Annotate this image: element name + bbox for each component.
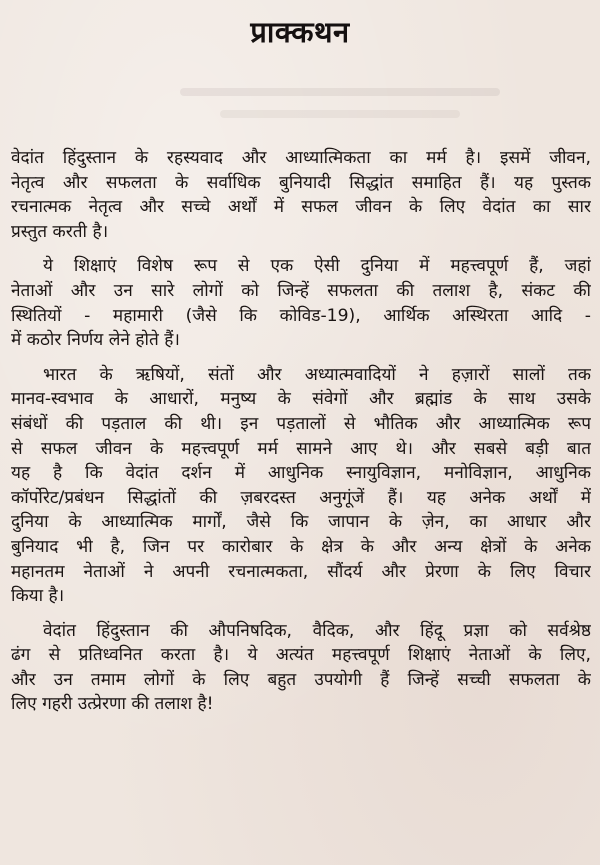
- foreword-body: [11, 146, 591, 727]
- text-line: ये शिक्षाएं विशेष रूप से एक ऐसी दुनिया में महत्त्वपूर्ण हैं, जहां: [43, 256, 591, 277]
- paragraph-3: [11, 363, 591, 609]
- show-through-texture: [160, 82, 520, 149]
- text-line: और उन तमाम लोगों के लिए बहुत उपयोगी हैं जिन्हें सच्ची सफलता के: [11, 669, 591, 690]
- text-line: नेतृत्व और सफलता के सर्वाधिक बुनियादी सिद्धांत समाहित हैं। यह पुस्तक: [11, 172, 591, 193]
- text-line: बुनियाद भी है, जिन पर कारोबार के क्षेत्र के और अन्य क्षेत्रों के अनेक: [11, 536, 591, 557]
- text-line: दुनिया के आध्यात्मिक मार्गों, जैसे कि जापान के ज़ेन, का आधार और: [11, 512, 591, 533]
- paragraph-2: [11, 254, 591, 352]
- text-line: वेदांत हिंदुस्तान के रहस्यवाद और आध्यात्मिकता का मर्म है। इसमें जीवन,: [11, 148, 591, 168]
- text-line: संबंधों की पड़ताल की थी। इन पड़तालों से भौतिक और आध्यात्मिक रूप: [11, 413, 591, 434]
- text-line: यह है कि वेदांत दर्शन में आधुनिक स्नायुविज्ञान, मनोविज्ञान, आधुनिक: [11, 463, 591, 484]
- text-line: स्थितियों - महामारी (जैसे कि कोविड-19), आर्थिक अस्थिरता आदि -: [11, 305, 591, 326]
- text-line: लिए गहरी उत्प्रेरणा की तलाश है!: [11, 694, 214, 715]
- text-line: से सफल जीवन के महत्त्वपूर्ण मर्म सामने आए थे। और सबसे बड़ी बात: [11, 438, 591, 459]
- bleed-through-smudge: [160, 82, 520, 142]
- text-line: कॉर्पोरेट/प्रबंधन सिद्धांतों की ज़बरदस्त अनुगूंजें हैं। यह अनेक अर्थों में: [11, 487, 591, 508]
- text-line: वेदांत हिंदुस्तान की औपनिषदिक, वैदिक, और हिंदू प्रज्ञा को सर्वश्रेष्ठ: [43, 620, 591, 641]
- text-line: भारत के ऋषियों, संतों और अध्यात्मवादियों ने हज़ारों सालों तक: [43, 364, 591, 385]
- page-title: प्राक्कथन: [250, 15, 350, 49]
- text-line: रचनात्मक नेतृत्व और सच्चे अर्थों में सफल जीवन के लिए वेदांत का सार: [11, 197, 591, 218]
- paragraph-1: [11, 146, 591, 244]
- text-line: प्रस्तुत करती है।: [11, 221, 109, 242]
- text-line: किया है।: [11, 586, 65, 607]
- text-line: मानव-स्वभाव के आधारों, मनुष्य के संवेगों और ब्रह्मांड के साथ उसके: [11, 389, 591, 410]
- text-line: में कठोर निर्णय लेने होते हैं।: [11, 330, 180, 351]
- text-line: महानतम नेताओं ने अपनी रचनात्मकता, सौंदर्य और प्रेरणा के लिए विचार: [11, 561, 591, 582]
- text-line: ढंग से प्रतिध्वनित करता है। ये अत्यंत महत्त्वपूर्ण शिक्षाएं नेताओं के लिए,: [11, 645, 591, 666]
- paragraph-4: [11, 619, 591, 717]
- text-line: नेताओं और उन सारे लोगों को जिन्हें सफलता की तलाश है, संकट की: [11, 280, 591, 301]
